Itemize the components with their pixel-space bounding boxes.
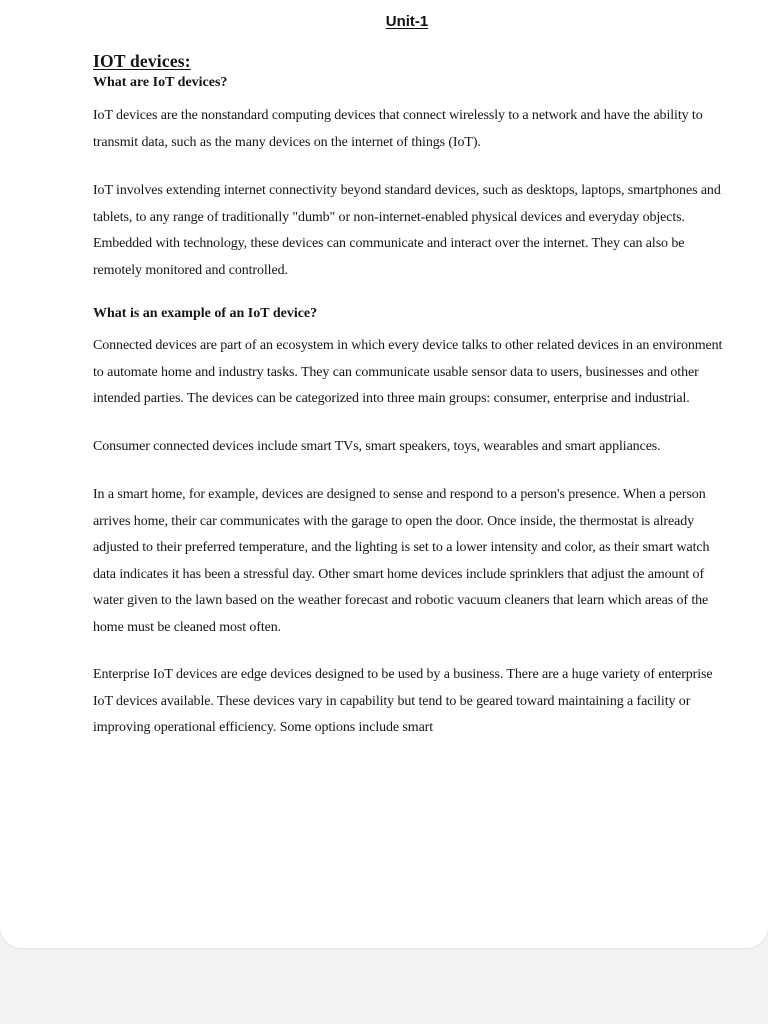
unit-title: Unit-1 bbox=[385, 13, 429, 30]
paragraph-consumer-devices: Consumer connected devices include smart TVs, smart speakers, toys, wearables and smart appliances. bbox=[93, 438, 661, 454]
question-what-are-iot-devices: What are IoT devices? bbox=[93, 75, 228, 90]
document-body bbox=[93, 50, 725, 742]
question-iot-example: What is an example of an IoT device? bbox=[93, 306, 318, 321]
paragraph-smart-home: In a smart home, for example, devices are designed to sense and respond to a person's presence. When a person arrives home, their car communicates with the garage to open the door. Once inside, the thermostat is already adjusted to their preferred temperature, and the lighting is set to a lower intensity and color, as their smart watch data indicates it has been a stressful day. Other smart home devices include sprinklers that adjust the amount of water given to the lawn based on the weather forecast and robotic vacuum cleaners that learn which areas of the home must be cleaned most often. bbox=[93, 487, 710, 635]
paragraph-connectivity: IoT involves extending internet connectivity beyond standard devices, such as desktops, laptops, smartphones and tablets, to any range of traditionally "dumb" or non-internet-enabled physical devices and everyday objects. Embedded with technology, these devices can communicate and interact over the internet. They can also be remotely monitored and controlled. bbox=[93, 183, 721, 278]
paragraph-definition: IoT devices are the nonstandard computing devices that connect wirelessly to a network and have the ability to transmit data, such as the many devices on the internet of things (IoT). bbox=[93, 108, 703, 150]
section-title: IOT devices: bbox=[93, 51, 191, 71]
paragraph-enterprise-devices: Enterprise IoT devices are edge devices designed to be used by a business. There are a huge variety of enterprise IoT devices available. These devices vary in capability but tend to be geared toward maintaining a facility or improving operational efficiency. Some options include smart bbox=[93, 667, 713, 735]
paragraph-ecosystem: Connected devices are part of an ecosystem in which every device talks to other related devices in an environment to automate home and industry tasks. They can communicate usable sensor data to users, businesses and other intended parties. The devices can be categorized into three main groups: consumer, enterprise and industrial. bbox=[93, 338, 723, 406]
